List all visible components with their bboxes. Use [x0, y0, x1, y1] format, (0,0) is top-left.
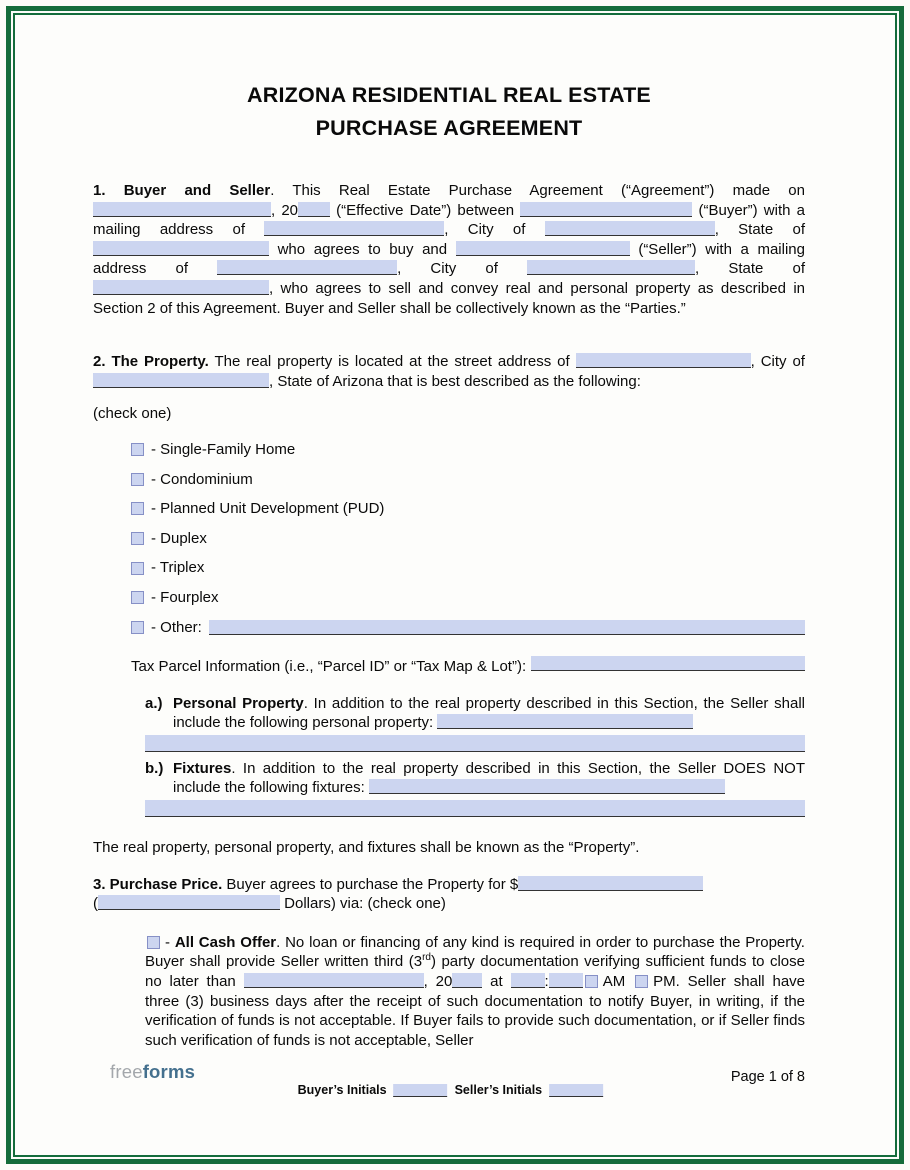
option-other [131, 618, 805, 638]
section3-text: Buyer agrees to purchase the Property for $ [222, 875, 519, 893]
section3-paragraph [93, 875, 805, 914]
seller-state-field[interactable] [93, 280, 269, 295]
tax-parcel-label: Tax Parcel Information (i.e., “Parcel ID” or “Tax Map & Lot”): [131, 658, 527, 676]
section2-heading: 2. The Property. [93, 353, 209, 371]
section3-heading: 3. Purchase Price. [93, 875, 223, 893]
sellers-initials-label: Seller’s Initials [454, 1083, 543, 1097]
purchase-price-field[interactable] [518, 876, 703, 891]
option-label: - Other: [151, 618, 202, 636]
option-label: - Fourplex [151, 588, 219, 606]
purchase-price-words-field[interactable] [98, 895, 280, 910]
option-single-family [131, 440, 805, 460]
tax-parcel-field[interactable] [531, 656, 805, 671]
personal-property-field[interactable] [437, 714, 693, 729]
all-cash-offer-clause [145, 933, 805, 1051]
clause-a-label: a.) [145, 694, 163, 712]
freeforms-logo [110, 1061, 195, 1083]
cash-text: at [482, 973, 511, 991]
checkbox-all-cash-offer[interactable] [147, 936, 160, 949]
fixtures-clause [145, 759, 805, 817]
personal-property-clause [145, 694, 805, 752]
buyer-address-field[interactable] [264, 221, 444, 236]
section3-text: Dollars) via: (check one) [280, 895, 446, 913]
checkbox-pud[interactable] [131, 502, 144, 515]
option-fourplex [131, 588, 805, 608]
cash-text: ) party documentation verifying sufficient funds to close no later than [145, 953, 805, 991]
page-border-inner [13, 13, 897, 1157]
clause-b-heading: Fixtures [173, 759, 232, 777]
seller-city-field[interactable] [527, 260, 695, 275]
section1-text: , State of [714, 221, 805, 239]
funds-minute-field[interactable] [549, 973, 583, 988]
street-address-field[interactable] [576, 353, 751, 368]
brand-forms: forms [142, 1061, 196, 1082]
section2-text: , City of [750, 353, 805, 371]
checkbox-condominium[interactable] [131, 473, 144, 486]
brand-free: free [110, 1061, 143, 1082]
other-description-field[interactable] [209, 620, 805, 635]
section3-text: ( [93, 895, 98, 913]
section2-text: , State of Arizona that is best described as the following: [269, 372, 641, 390]
seller-address-field[interactable] [217, 260, 397, 275]
section1-paragraph [93, 181, 805, 318]
buyers-initials-field[interactable] [394, 1084, 448, 1097]
clause-b-text [173, 759, 805, 798]
title-line2: PURCHASE AGREEMENT [315, 116, 583, 140]
seller-name-field[interactable] [456, 241, 630, 256]
sellers-initials-field[interactable] [549, 1084, 603, 1097]
option-triplex [131, 558, 805, 578]
personal-property-field-line2[interactable] [145, 735, 805, 752]
buyer-city-field[interactable] [545, 221, 715, 236]
option-label: - Planned Unit Development (PUD) [151, 500, 385, 518]
cash-text: . No loan or financing of any kind is required in order to purchase the Property. Buyer shall provide Seller written third (3 [145, 933, 805, 971]
section1-text: (“Buyer”) with a mailing address of [93, 201, 805, 239]
option-label: - Condominium [151, 470, 253, 488]
am-label: AM [602, 973, 626, 991]
fixtures-field-line2[interactable] [145, 800, 805, 817]
section1-text: (“Seller”) with a mailing address of [93, 240, 805, 278]
clause-b-body: . In addition to the real property described in this Section, the Seller DOES NOT include the following fixtures: [173, 759, 805, 797]
cash-text: , 20 [423, 973, 453, 991]
funds-date-field[interactable] [244, 973, 424, 988]
checkbox-am[interactable] [585, 975, 598, 988]
property-city-field[interactable] [93, 373, 269, 388]
pm-label-and-text: PM. Seller shall have three (3) business days after the receipt of such documentation to notify Buyer, in writing, if the verification of funds is not acceptable. If Buyer fails to provide such documentation, or if Seller finds such verification of funds is not acceptable, Seller [145, 973, 805, 1049]
made-on-date-field[interactable] [93, 202, 271, 217]
tax-parcel-row [131, 656, 805, 677]
check-one-label: (check one) [93, 405, 172, 423]
document-content [15, 79, 895, 1050]
section1-text: , who agrees to sell and convey real and personal property as described in Section 2 of this Agreement. Buyer and Seller shall be collectively known as the “Parties.” [93, 279, 805, 317]
checkbox-fourplex[interactable] [131, 591, 144, 604]
buyer-state-field[interactable] [93, 241, 269, 256]
section1-text: who agrees to buy and [269, 240, 456, 258]
clause-b-label: b.) [145, 759, 164, 777]
property-type-options [93, 440, 805, 637]
section2-text: The real property is located at the street address of [208, 353, 576, 371]
document-title [93, 79, 805, 145]
all-cash-offer-heading: All Cash Offer [174, 933, 277, 951]
page-border-outer [6, 6, 904, 1164]
checkbox-other[interactable] [131, 621, 144, 634]
clause-a-heading: Personal Property [173, 694, 304, 712]
buyer-name-field[interactable] [520, 202, 692, 217]
title-line1: ARIZONA RESIDENTIAL REAL ESTATE [247, 83, 651, 107]
checkbox-triplex[interactable] [131, 562, 144, 575]
fixtures-field[interactable] [369, 779, 725, 794]
cash-text: : [544, 973, 549, 991]
ordinal-superscript: rd [422, 952, 431, 964]
initials-row [298, 1083, 603, 1097]
option-duplex [131, 529, 805, 549]
section1-text: , 20 [271, 201, 299, 219]
checkbox-pm[interactable] [635, 975, 648, 988]
section1-text: , City of [397, 260, 528, 278]
option-condominium [131, 470, 805, 490]
option-pud [131, 499, 805, 519]
clause-a-text [173, 694, 805, 733]
checkbox-duplex[interactable] [131, 532, 144, 545]
section1-text: . This Real Estate Purchase Agreement (“Agreement”) made on [270, 182, 805, 199]
effective-year-field[interactable] [298, 202, 330, 217]
option-label: - Duplex [151, 529, 207, 547]
page-number: Page 1 of 8 [730, 1069, 805, 1085]
option-label: - Single-Family Home [151, 440, 296, 458]
option-label: - Triplex [151, 559, 205, 577]
clause-a-body: . In addition to the real property described in this Section, the Seller shall include the following personal property: [173, 694, 805, 732]
checkbox-single-family[interactable] [131, 443, 144, 456]
footer [108, 1059, 805, 1105]
section1-text: (“Effective Date”) between [330, 201, 521, 219]
section1-heading: 1. Buyer and Seller [93, 182, 271, 199]
cash-text: - [165, 933, 175, 951]
funds-year-field[interactable] [452, 973, 482, 988]
section2-paragraph [93, 352, 805, 391]
section1-text: , City of [444, 221, 545, 239]
buyers-initials-label: Buyer’s Initials [297, 1083, 387, 1097]
section1-text: , State of [695, 260, 806, 278]
property-note: The real property, personal property, and fixtures shall be known as the “Property”. [93, 839, 640, 857]
funds-hour-field[interactable] [511, 973, 545, 988]
